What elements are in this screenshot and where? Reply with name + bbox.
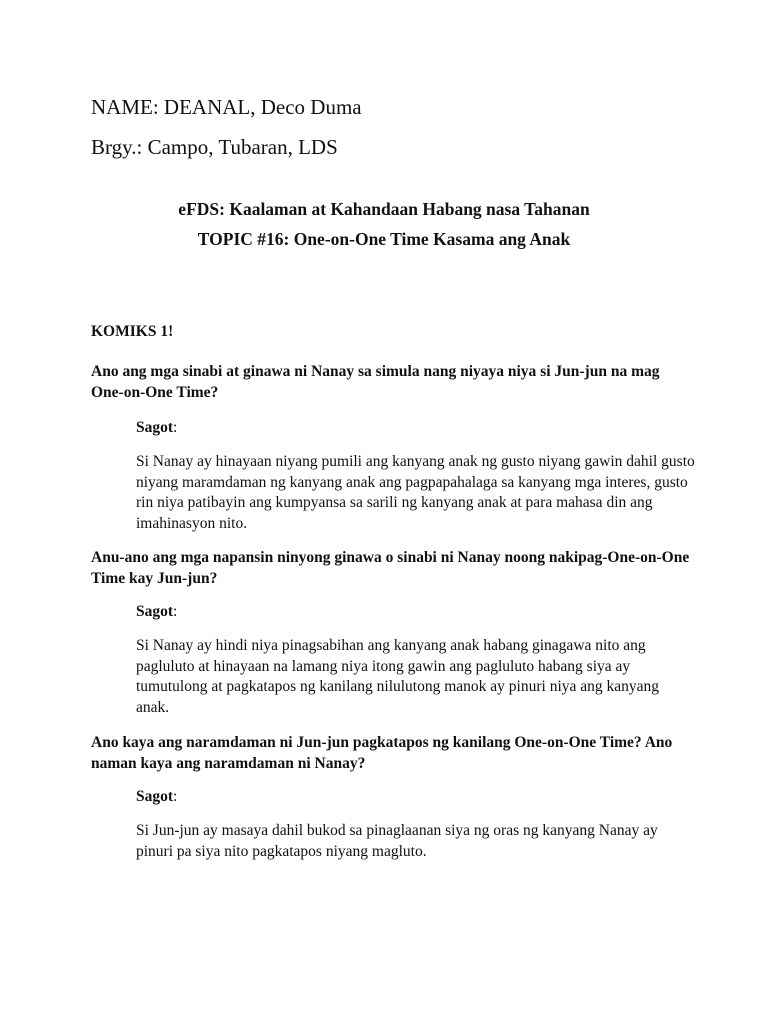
answer-label-text: Sagot [136, 419, 174, 436]
answer-label-3 [136, 787, 177, 807]
barangay-line: Brgy.: Campo, Tubaran, LDS [91, 135, 338, 159]
question-3: Ano kaya ang naramdaman ni Jun-jun pagkatapos ng kanilang One-on-One Time? Ano naman kaya ang naramdaman ni Nanay? [91, 734, 673, 772]
answer-2: Si Nanay ay hindi niya pinagsabihan ang kanyang anak habang ginagawa nito ang pagluluto at hinayaan na lamang niya itong gawin ang pagluluto habang siya ay tumutulong at pagkatapos ng kanilang nilulutong manok ay pinuri niya ang kanyang anak. [136, 637, 660, 716]
answer-1: Si Nanay ay hinayaan niyang pumili ang kanyang anak ng gusto niyang gawin dahil gusto niyang maramdaman ng kanyang anak ang pagpapahalaga sa kanyang mga interes, gusto rin niya patibayin ang kumpyansa sa sarili ng kanyang anak at para mahasa din ang imahinasyon nito. [136, 453, 695, 532]
answer-label-text: Sagot [136, 788, 174, 805]
answer-label-colon: : [173, 419, 178, 436]
section-label: KOMIKS 1! [91, 323, 174, 340]
question-1: Ano ang mga sinabi at ginawa ni Nanay sa simula nang niyaya niya si Jun-jun na mag One-on-One Time? [91, 363, 660, 401]
answer-label-text: Sagot [136, 603, 174, 620]
answer-label-2 [136, 602, 177, 622]
answer-3: Si Jun-jun ay masaya dahil bukod sa pinaglaanan siya ng oras ng kanyang Nanay ay pinuri pa siya nito pagkatapos niyang magluto. [136, 822, 658, 860]
topic-title: TOPIC #16: One-on-One Time Kasama ang Anak [197, 229, 571, 249]
answer-label-colon: : [173, 788, 178, 805]
document-title: eFDS: Kaalaman at Kahandaan Habang nasa Tahanan [178, 199, 590, 219]
answer-label-colon: : [173, 603, 178, 620]
answer-label-1 [136, 418, 177, 438]
name-line: NAME: DEANAL, Deco Duma [91, 95, 362, 119]
question-2: Anu-ano ang mga napansin ninyong ginawa o sinabi ni Nanay noong nakipag-One-on-One Time kay Jun-jun? [91, 549, 690, 587]
